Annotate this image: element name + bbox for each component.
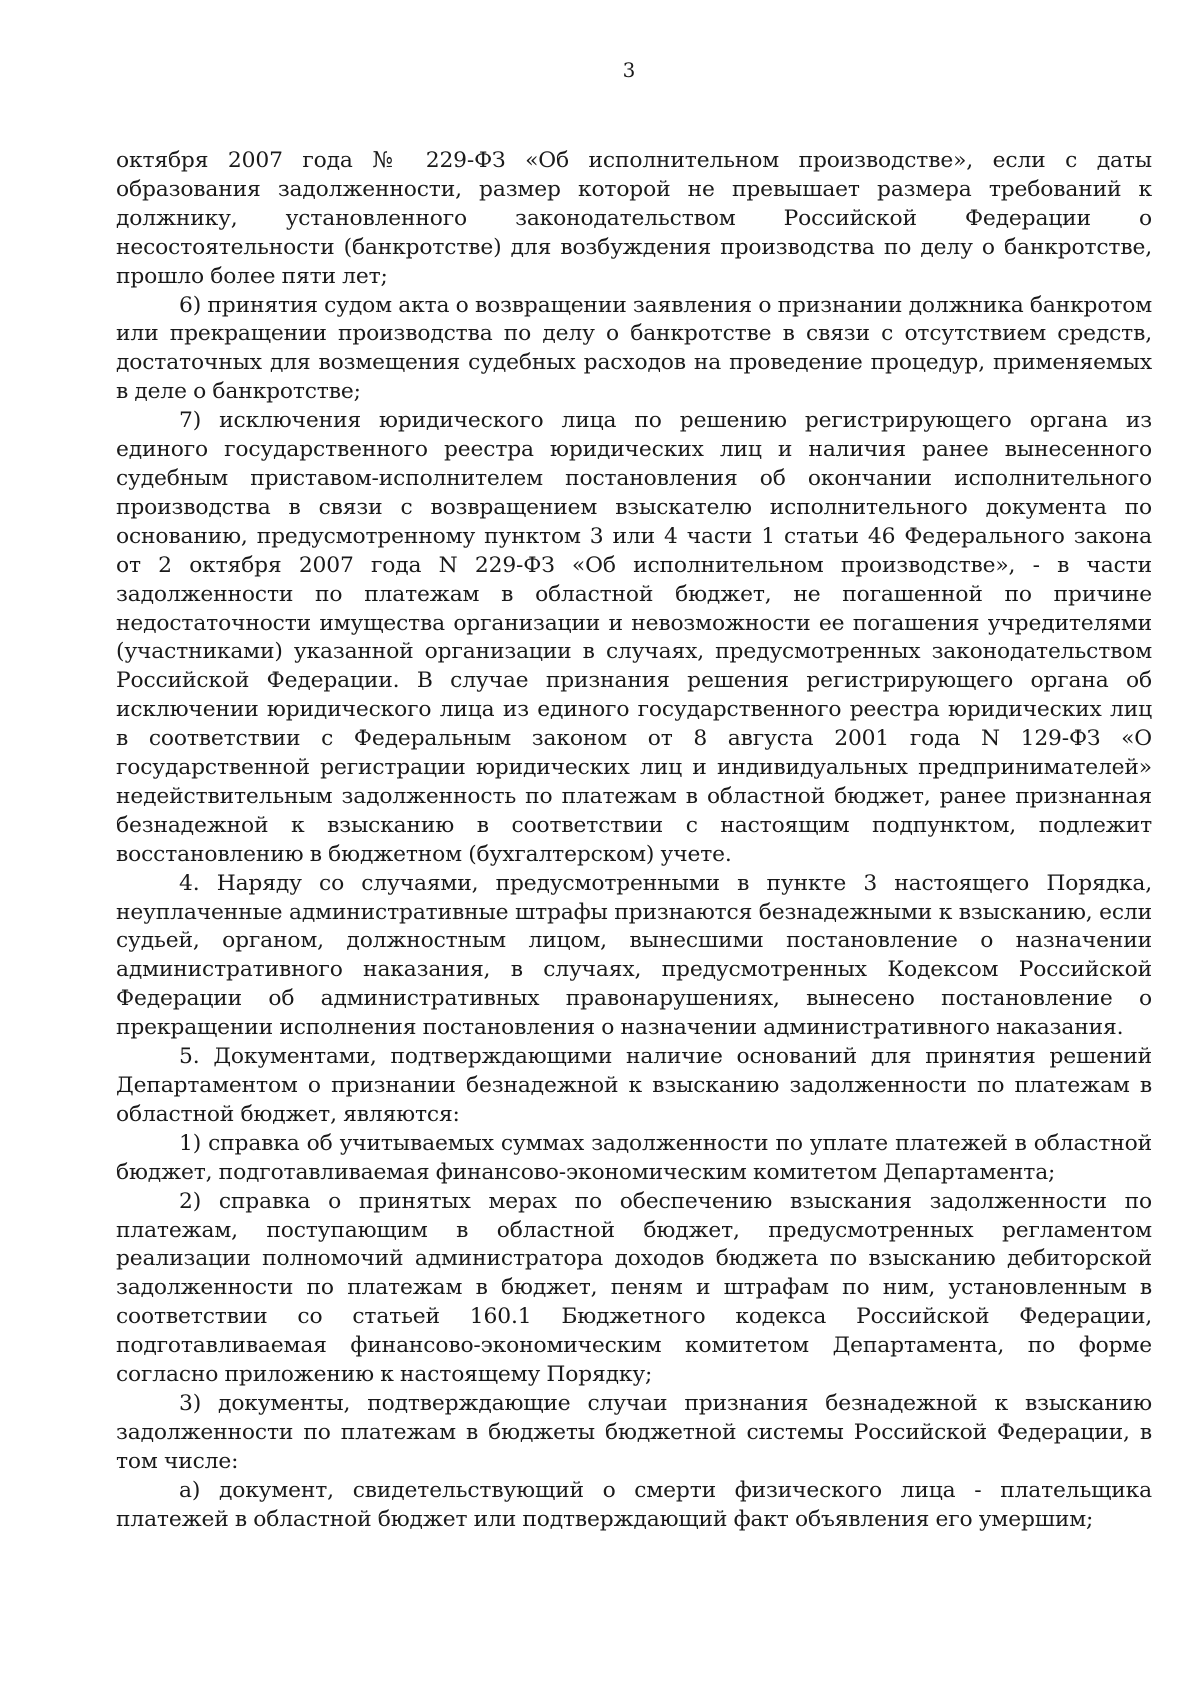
paragraph-doc-1: 1) справка об учитываемых суммах задолженности по уплате платежей в областной бюджет, подготавливаемая финансово-экономическим комитетом Департамента; — [116, 1130, 1152, 1185]
paragraph-doc-3: 3) документы, подтверждающие случаи признания безнадежной к взысканию задолженности по платежам в бюджеты бюджетной системы Российской Федерации, в том числе: — [116, 1390, 1152, 1474]
paragraph-item-6: 6) принятия судом акта о возвращении заявления о признании должника банкротом или прекращении производства по делу о банкротстве в связи с отсутствием средств, достаточных для возмещения судебных расходов на проведение процедур, применяемых в деле о банкротстве; — [116, 292, 1152, 405]
paragraph-doc-3a: а) документ, свидетельствующий о смерти физического лица - плательщика платежей в областной бюджет или подтверждающий факт объявления его умершим; — [116, 1477, 1152, 1532]
paragraph-doc-2: 2) справка о принятых мерах по обеспечению взыскания задолженности по платежам, поступающим в областной бюджет, предусмотренных регламентом реализации полномочий администратора доходов бюджета по взысканию дебиторской задолженности по платежам в бюджет, пеням и штрафам по ним, установленным в соответствии со статьей 160.1 Бюджетного кодекса Российской Федерации, подготавливаемая финансово-экономическим комитетом Департамента, по форме согласно приложению к настоящему Порядку; — [116, 1188, 1152, 1388]
paragraph-section-5: 5. Документами, подтверждающими наличие оснований для принятия решений Департаментом о признании безнадежной к взысканию задолженности по платежам в областной бюджет, являются: — [116, 1044, 1152, 1127]
document-body — [116, 147, 1152, 1535]
paragraph-item-7: 7) исключения юридического лица по решению регистрирующего органа из единого государственного реестра юридических лиц и наличия ранее вынесенного судебным приставом-исполнителем постановления об окончании исполнительного производства в связи с возвращением взыскателю исполнительного документа по основанию, предусмотренному пунктом 3 или 4 части 1 статьи 46 Федерального закона от 2 октября 2007 года N 229-ФЗ «Об исполнительном производстве», - в части задолженности по платежам в областной бюджет, не погашенной по причине недостаточности имущества организации и невозможности ее погашения учредителями (участниками) указанной организации в случаях, предусмотренных законодательством Российской Федерации. В случае признания решения регистрирующего органа об исключении юридического лица из единого государственного реестра юридических лиц в соответствии с Федеральным законом от 8 августа 2001 года N 129-ФЗ «О государственной регистрации юридических лиц и индивидуальных предпринимателей» недействительным задолженность по платежам в областной бюджет, ранее признанная безнадежной к взысканию в соответствии с настоящим подпунктом, подлежит восстановлению в бюджетном (бухгалтерском) учете. — [116, 408, 1152, 867]
paragraph-continuation: октября 2007 года № 229-ФЗ «Об исполнительном производстве», если с даты образования задолженности, размер которой не превышает размера требований к должнику, установленного законодательством Российской Федерации о несостоятельности (банкротстве) для возбуждения производства по делу о банкротстве, прошло более пяти лет; — [116, 148, 1152, 289]
page-number: 3 — [622, 58, 636, 82]
paragraph-section-4: 4. Наряду со случаями, предусмотренными в пункте 3 настоящего Порядка, неуплаченные административные штрафы признаются безнадежными к взысканию, если судьей, органом, должностным лицом, вынесшими постановление о назначении административного наказания, в случаях, предусмотренных Кодексом Российской Федерации об административных правонарушениях, вынесено постановление о прекращении исполнения постановления о назначении административного наказания. — [116, 870, 1152, 1041]
